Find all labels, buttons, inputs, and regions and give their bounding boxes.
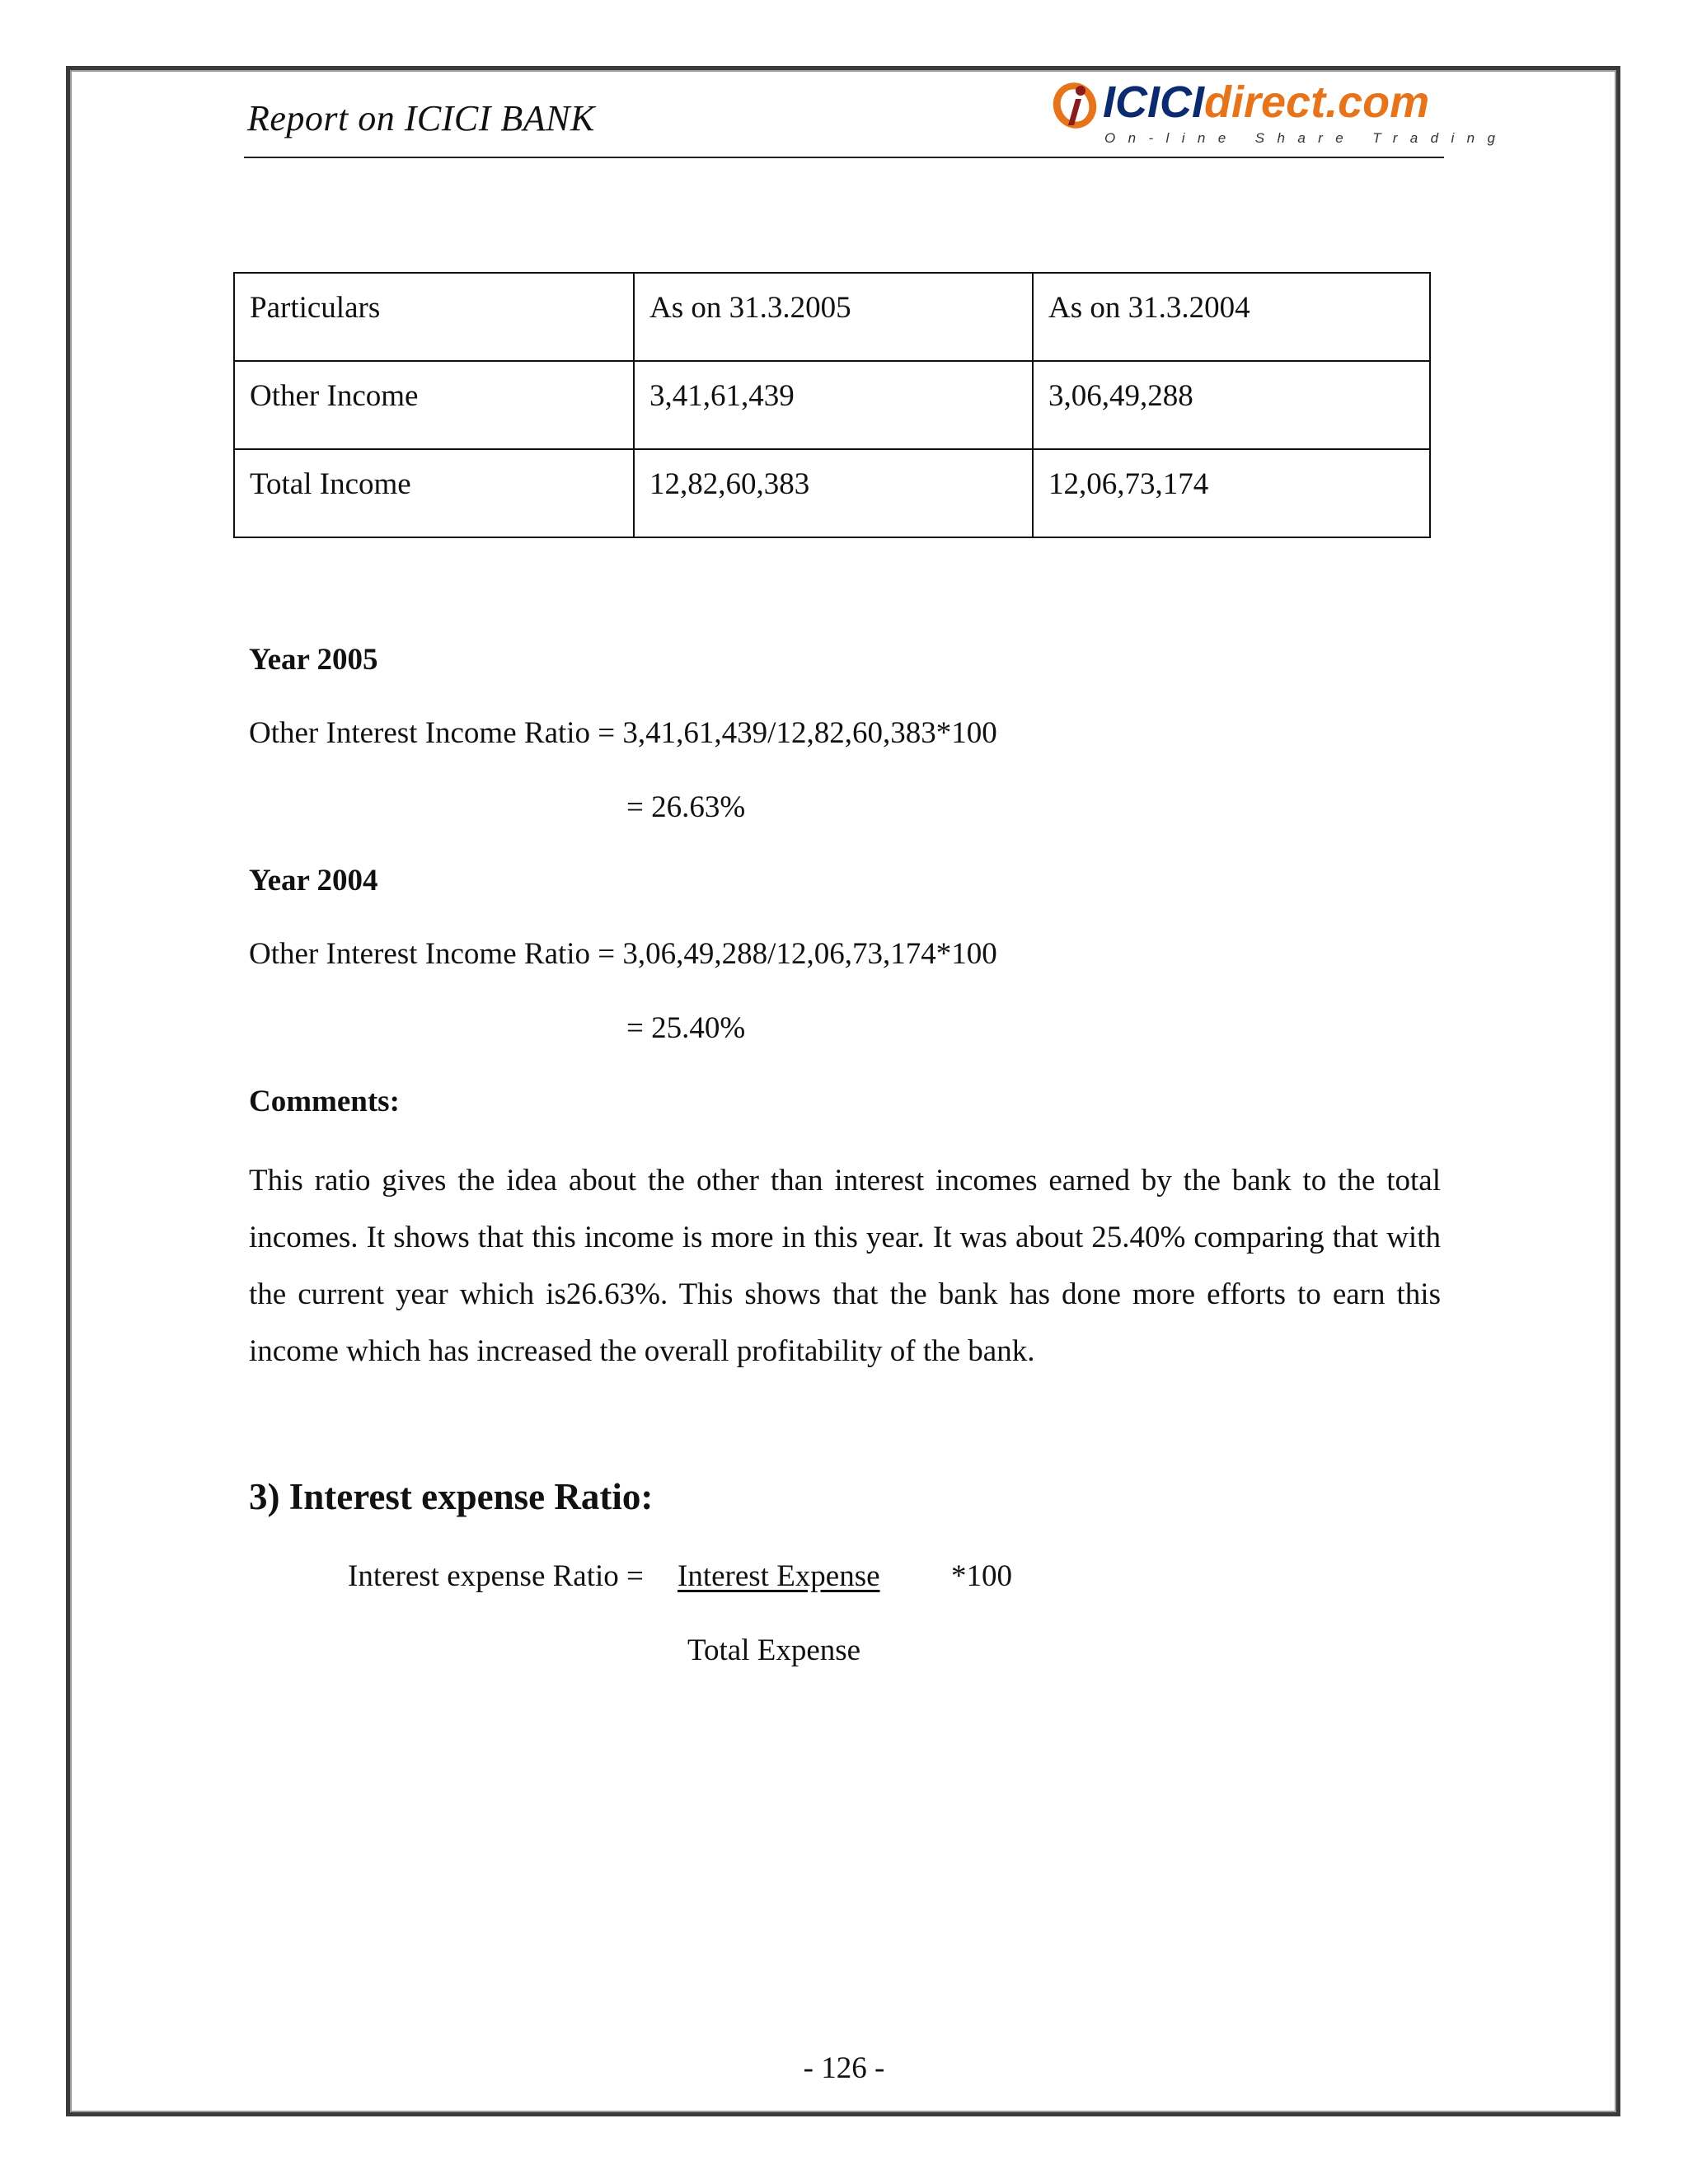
table-header-cell: Particulars xyxy=(234,273,634,361)
year-2005-result: = 26.63% xyxy=(626,790,746,824)
table-row xyxy=(234,449,1430,537)
icici-direct-logo xyxy=(1048,76,1508,158)
table-header-cell: As on 31.3.2005 xyxy=(634,273,1033,361)
comments-paragraph: This ratio gives the idea about the other than interest incomes earned by the bank to the total incomes. It shows that this income is more in this year. It was about 25.40% comparing that with the current year which is26.63%. This shows that the bank has done more efforts to earn this income which has increased the overall profitability of the bank. xyxy=(249,1164,1441,1368)
table-cell: 12,82,60,383 xyxy=(634,449,1033,537)
year-2004-heading: Year 2004 xyxy=(249,864,378,898)
table-row xyxy=(234,361,1430,449)
logo-text-icici: ICICI xyxy=(1103,77,1205,127)
logo-i-icon xyxy=(1048,76,1106,142)
formula-numerator: Interest Expense xyxy=(678,1559,880,1593)
logo-text-direct: direct.com xyxy=(1204,77,1430,127)
table-header-row xyxy=(234,273,1430,361)
table-cell: Other Income xyxy=(234,361,634,449)
year-2004-formula: Other Interest Income Ratio = 3,06,49,288/12,06,73,174*100 xyxy=(249,937,997,971)
table-cell: 3,41,61,439 xyxy=(634,361,1033,449)
formula-multiplier: *100 xyxy=(951,1559,1012,1593)
logo-wordmark xyxy=(1103,76,1429,129)
table-cell: 12,06,73,174 xyxy=(1033,449,1430,537)
comments-heading: Comments: xyxy=(249,1085,400,1118)
year-2004-result: = 25.40% xyxy=(626,1011,746,1045)
table-cell: 3,06,49,288 xyxy=(1033,361,1430,449)
formula-label: Interest expense Ratio = xyxy=(348,1559,644,1593)
formula-denominator: Total Expense xyxy=(687,1633,861,1667)
logo-tagline: On-line Share Trading xyxy=(1104,130,1508,146)
year-2005-heading: Year 2005 xyxy=(249,643,378,677)
header-title: Report on ICICI BANK xyxy=(247,98,595,138)
section-3-heading: 3) Interest expense Ratio: xyxy=(249,1476,654,1517)
year-2005-formula: Other Interest Income Ratio = 3,41,61,439/12,82,60,383*100 xyxy=(249,716,997,750)
income-table xyxy=(233,272,1431,538)
page-number: - 126 - xyxy=(803,2051,885,2085)
table-cell: Total Income xyxy=(234,449,634,537)
table-header-cell: As on 31.3.2004 xyxy=(1033,273,1430,361)
header-rule xyxy=(244,157,1444,158)
